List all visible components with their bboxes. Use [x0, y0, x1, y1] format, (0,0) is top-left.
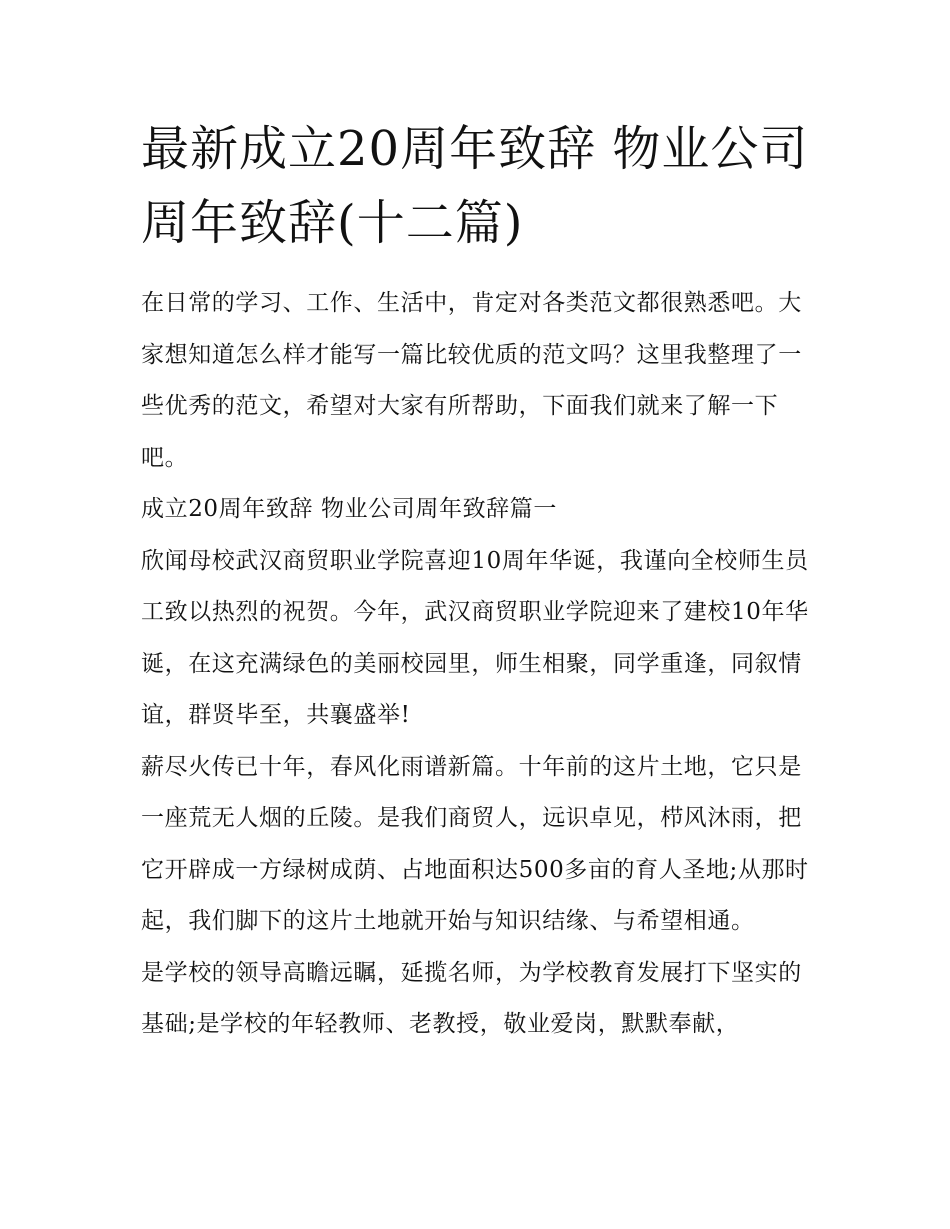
- document-title: 最新成立20周年致辞 物业公司周年致辞(十二篇): [141, 121, 809, 251]
- section-heading: 成立20周年致辞 物业公司周年致辞篇一: [141, 496, 557, 522]
- document-body: [141, 278, 817, 1051]
- body-paragraph: 是学校的领导高瞻远瞩，延揽名师，为学校教育发展打下坚实的基础;是学校的年轻教师、老教授，敬业爱岗，默默奉献，: [141, 959, 802, 1037]
- body-paragraph: 欣闻母校武汉商贸职业学院喜迎10周年华诞，我谨向全校师生员工致以热烈的祝贺。今年，武汉商贸职业学院迎来了建校10年华诞，在这充满绿色的美丽校园里，师生相聚，同学重逢，同叙情谊，群贤毕至，共襄盛举!: [141, 547, 809, 728]
- intro-paragraph: 在日常的学习、工作、生活中，肯定对各类范文都很熟悉吧。大家想知道怎么样才能写一篇比较优质的范文吗？这里我整理了一些优秀的范文，希望对大家有所帮助，下面我们就来了解一下吧。: [141, 290, 802, 471]
- body-paragraph: 薪尽火传已十年，春风化雨谱新篇。十年前的这片土地，它只是一座荒无人烟的丘陵。是我们商贸人，远识卓见，栉风沐雨，把它开辟成一方绿树成荫、占地面积达500多亩的育人圣地;从那时起，我们脚下的这片土地就开始与知识结缘、与希望相通。: [141, 753, 809, 934]
